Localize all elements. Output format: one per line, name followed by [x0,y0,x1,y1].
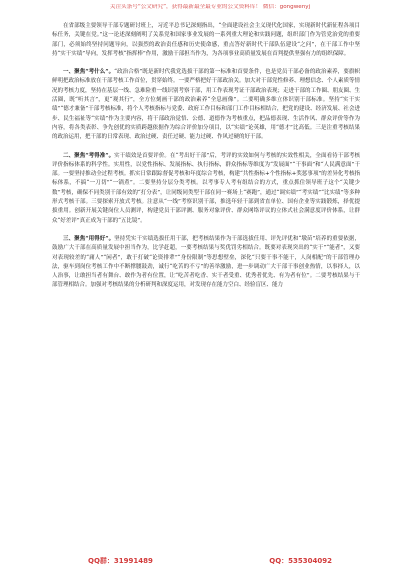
section-heading: 三、聚焦“用得好”。 [63,235,115,242]
section-one-paragraph: 一、聚焦“考什么”。“政治合格”既是新时代我党选拔干部的第一标准和首要条件，也是党员干部必备的政治素养，要旗帜鲜明把政治标准放在干部考核工作首位，贯穿始终。一要严格把好干部政治关。加大对干部党性修养、理想信念、个人素质等情况的考核力度，坚持在基层一线、急难险重一线识别考察干部，用工作表现考证干部政治表现；走进干部的工作圈、朋友圈、生活圈，既“听其言”，更“观其行”，全方位刻画干部的政治素养“全息画像”。二要明确多维立体识别干部标准。坚持“实干实绩”“德才兼备”干部考核标准，将个人考核指标与党委、政府工作目标和部门工作目标相结合，把党的建设、经济发展、社会进步、民生福祉等“实绩”作为主要内容，将干部政治觉悟、公德、道德作为考核重点，把品德表现、生活作风、群众评价等作为内容，将各类表彰、争先创优的实质跨越依据作为综合评价加分项目，以“实绩”论英雄，用“德才”比高低。三是注重考核结果的政治运用，把干部的日常表现、政治过硬、责任过硬、能力过硬、作风过硬的好干部。 [52,69,361,141]
contact-footer [60,556,360,566]
paragraph-gap [52,226,360,235]
section-three-paragraph: 三、聚焦“用得好”。坚持凭实干实绩选拔任用干部，把考核结果作为干部选拔任用、评先评优和“墩苗”培养的重要依据，鼓励广大干部在高质量发展中担当作为，比学赶超，一要考核结果与奖优罚劣相结合。既要对表现突出的“实干”“能者”，又要对表现较差的“庸人”“闲者”，敢于打破“论资排辈”“身份限制”等思想壁垒，深化“只要干事不能干，人岗相配”的干部管理办法，驱车到岗位考核工作中不断撑腰鼓劲，诚行“吃苦的不亏”的善举激励，进一步调动广大干部干事创业热情，以事择人，以人治事，让敢担当者有舞台、敢作为者有位置，让“吃苦者吃香、实干者受重、优秀者优先、有为者有位”。二要考核结果与干部管理相结合。加强对考核结果的分析研判和深度运用，对发现存在能力空白、经验盲区、能力 [52,235,360,289]
section-heading: 二、聚焦“考得准”。 [63,152,115,159]
paragraph-gap [52,59,360,68]
qq-group-number: QQ群：31991489 [88,557,153,565]
intro-paragraph: 在省部级主要领导干部专题研讨班上，习近平总书记深刻指出，“全面建设社会主义现代化国家，实现新时代新征程各项目标任务，关键在党。”这一论述深刻阐明了关系党和国家事业发展的一系列重大理论和实践问题，组织部门作为管党治党的重要部门，必须始终坚持问题导向，以强烈的政治责任感和历史使命感，重点答好新时代干部队伍建设“之问”，在干部工作中坚持“实干实绩”导向，发挥考核“指挥棒”作用，激励干部担当作为，为各项事业高质量发展在首判提供坚强有力的组织保障。 [52,23,360,57]
qq-number: QQ：535304092 [269,557,332,565]
document-body [52,22,360,291]
promo-banner-text: 关注头条号“公文研究”，获得最新最全最专业的公文资料库！ 微信：gongwenyj [109,4,311,10]
paragraph-gap [52,143,360,152]
section-heading: 一、聚焦“考什么”。 [63,69,115,76]
promo-banner [60,4,360,11]
section-two-paragraph: 二、聚焦“考得准”。实干绩效是首要评价。在“考出好干部”后，考评的实效如何与考核的实效性相关，全面看待干部考核评价指标体系的科学性。实用性，以党性指标、发展指标、执行指标，群众指标等维度为“发展面”“干事面”和“人民满意面”干部。一要坚持推动全过程考核。抓实日常跟踪督促考核和年度综合考核，构建“共性指标+个性指标+奖惩事项”的差异化考核指标体系，不搞“一刀切”“一锅煮”。二要坚持分层分类考核。以考事专人考有组结合的方式，重点抓住领导班子这个“关键少数”考核，确保不同类别干部有效的“打分表”，让同级同类型干部在同一赛场上“赛跑”，通过“调实绩”“考实绩”“比实绩”等多种形式考核干部。三要探索开放式考核。注意从“一线”考察识别干部，推选年轻干部到省直单位、国有企业等实践锻炼，择优提拔重用。创新开展关键岗位人员测评，构建党员干部评测、服务对象评价、群众网络评议的立体式社会满意度评价体系，让群众“好差评”真正成为干部的“五比镜”。 [52,152,360,224]
